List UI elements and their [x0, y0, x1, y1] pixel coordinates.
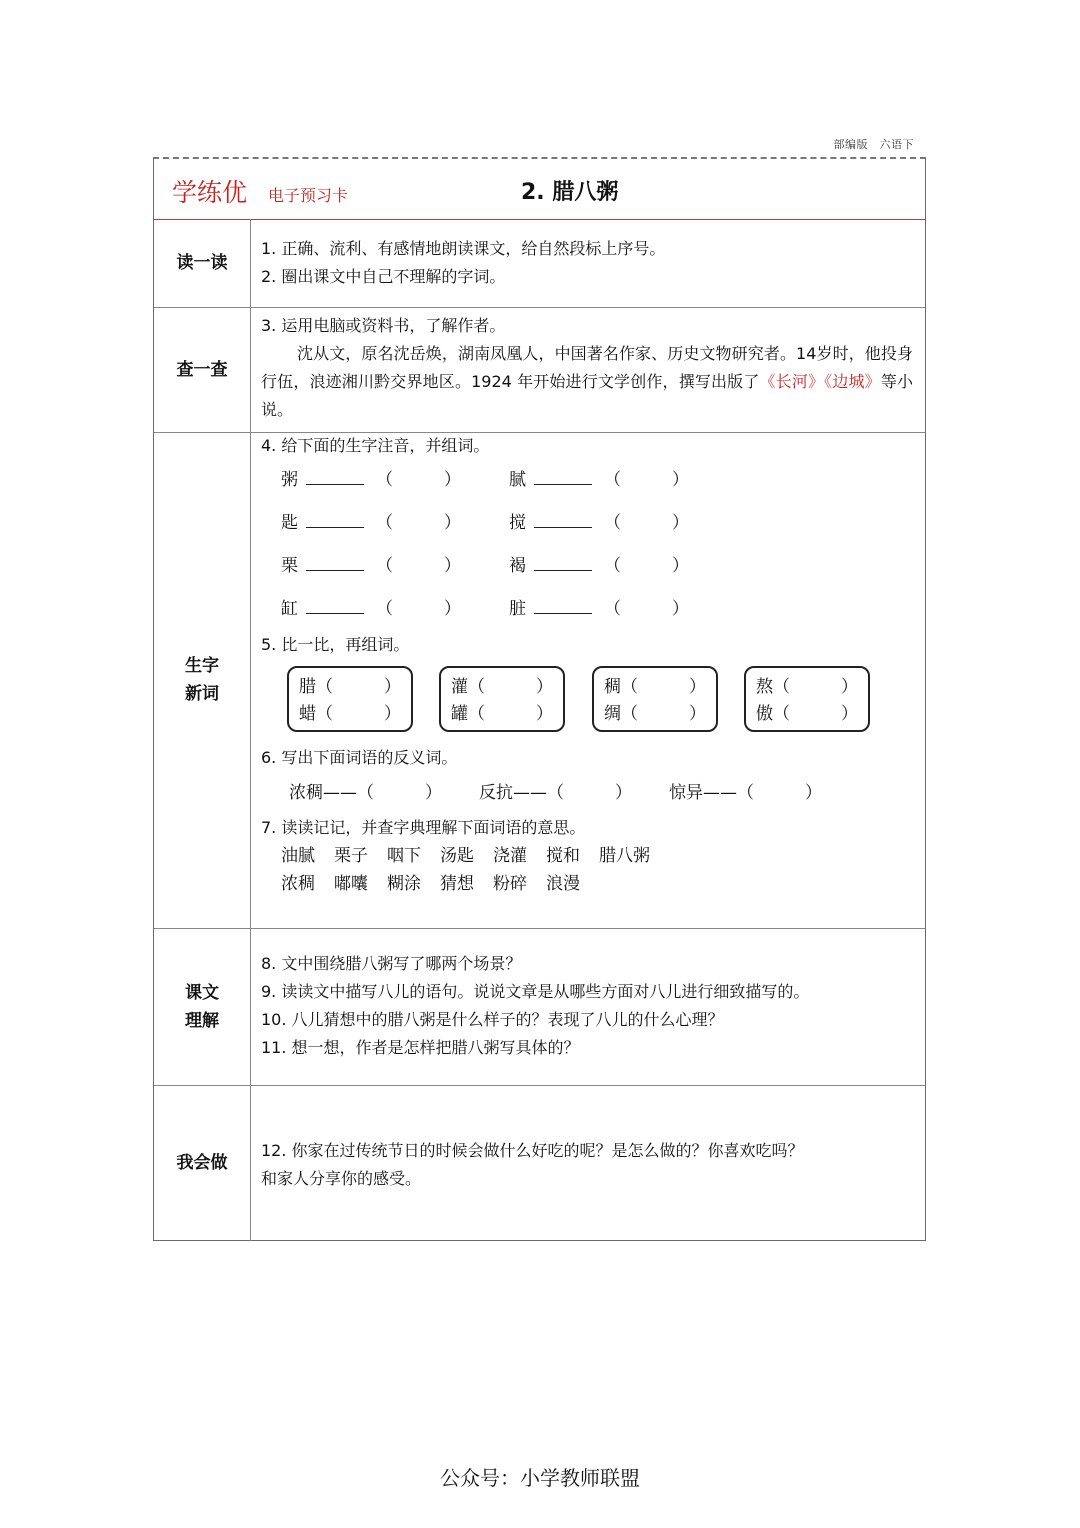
- compare-box[interactable]: 稠（ ） 绸（ ）: [592, 666, 718, 732]
- understand-item-8: 8. 文中围绕腊八粥写了哪两个场景？: [261, 954, 522, 973]
- char-item[interactable]: 栗 （ ）: [281, 552, 461, 580]
- antonym-item[interactable]: 惊异——（ ）: [669, 783, 822, 803]
- lookup-question: 3. 运用电脑或资料书，了解作者。: [261, 316, 506, 335]
- read-item-1: 1. 正确、流利、有感情地朗读课文，给自然段标上序号。: [261, 239, 666, 258]
- vocab-row-2: 浓稠 嘟囔 糊涂 猜想 粉碎 浪漫: [281, 874, 580, 894]
- section-lookup-label: 查一查: [154, 307, 251, 432]
- author-paragraph: 沈从文，原名沈岳焕，湖南凤凰人，中国著名作家、历史文物研究者。14岁时，他投身行伍，浪迹湘川黔交界地区。1924 年开始进行文学创作，撰写出版了《长河》《边城》等小说。: [261, 344, 913, 419]
- section-read: [154, 219, 925, 308]
- char-item[interactable]: 腻 （ ）: [509, 466, 689, 494]
- lesson-title: 2. 腊八粥: [521, 180, 619, 205]
- compare-box[interactable]: 腊（ ） 蜡（ ）: [287, 666, 413, 732]
- card-header: [154, 159, 925, 220]
- understand-item-10: 10. 八儿猜想中的腊八粥是什么样子的？表现了八儿的什么心理？: [261, 1010, 724, 1029]
- char-item[interactable]: 搅 （ ）: [509, 509, 689, 537]
- antonym-item[interactable]: 反抗——（ ）: [479, 783, 632, 803]
- section-do: [154, 1085, 925, 1241]
- section-newchars: [154, 432, 925, 929]
- char-item[interactable]: 褐 （ ）: [509, 552, 689, 580]
- section-read-label: 读一读: [154, 219, 251, 307]
- vocab-row-1: 油腻 栗子 咽下 汤匙 浇灌 搅和 腊八粥: [281, 846, 650, 866]
- char-item[interactable]: 缸 （ ）: [281, 595, 461, 623]
- compare-box[interactable]: 灌（ ） 罐（ ）: [439, 666, 565, 732]
- q5-prompt: 5. 比一比，再组词。: [261, 635, 410, 654]
- q4-prompt: 4. 给下面的生字注音，并组词。: [261, 436, 490, 455]
- understand-item-9: 9. 读读文中描写八儿的语句。说说文章是从哪些方面对八儿进行细致描写的。: [261, 982, 810, 1001]
- brand-logo-text: 学练优: [172, 178, 248, 207]
- footer-wechat-account: 公众号：小学教师联盟: [440, 1466, 640, 1490]
- char-item[interactable]: 匙 （ ）: [281, 509, 461, 537]
- section-understand: [154, 928, 925, 1086]
- read-item-2: 2. 圈出课文中自己不理解的字词。: [261, 267, 506, 286]
- book-titles: 《长河》《边城》: [759, 372, 881, 391]
- char-item[interactable]: 脏 （ ）: [509, 595, 689, 623]
- char-item[interactable]: 粥 （ ）: [281, 466, 461, 494]
- q7-prompt: 7. 读读记记，并查字典理解下面词语的意思。: [261, 818, 586, 837]
- preview-card: [153, 157, 926, 1241]
- brand-subtitle: 电子预习卡: [268, 186, 349, 205]
- section-lookup: [154, 307, 925, 433]
- q6-prompt: 6. 写出下面词语的反义词。: [261, 748, 458, 767]
- compare-box[interactable]: 熬（ ） 傲（ ）: [744, 666, 870, 732]
- section-do-label: 我会做: [154, 1085, 251, 1241]
- edition-label: 部编版 六语下: [833, 138, 914, 151]
- section-newchars-label: 生字 新词: [154, 432, 251, 928]
- do-question-line-1: 12. 你家在过传统节日的时候会做什么好吃的呢？是怎么做的？你喜欢吃吗？: [261, 1141, 804, 1160]
- section-understand-label: 课文 理解: [154, 928, 251, 1085]
- do-question-line-2: 和家人分享你的感受。: [261, 1169, 422, 1188]
- understand-item-11: 11. 想一想，作者是怎样把腊八粥写具体的？: [261, 1038, 580, 1057]
- antonym-item[interactable]: 浓稠——（ ）: [289, 783, 442, 803]
